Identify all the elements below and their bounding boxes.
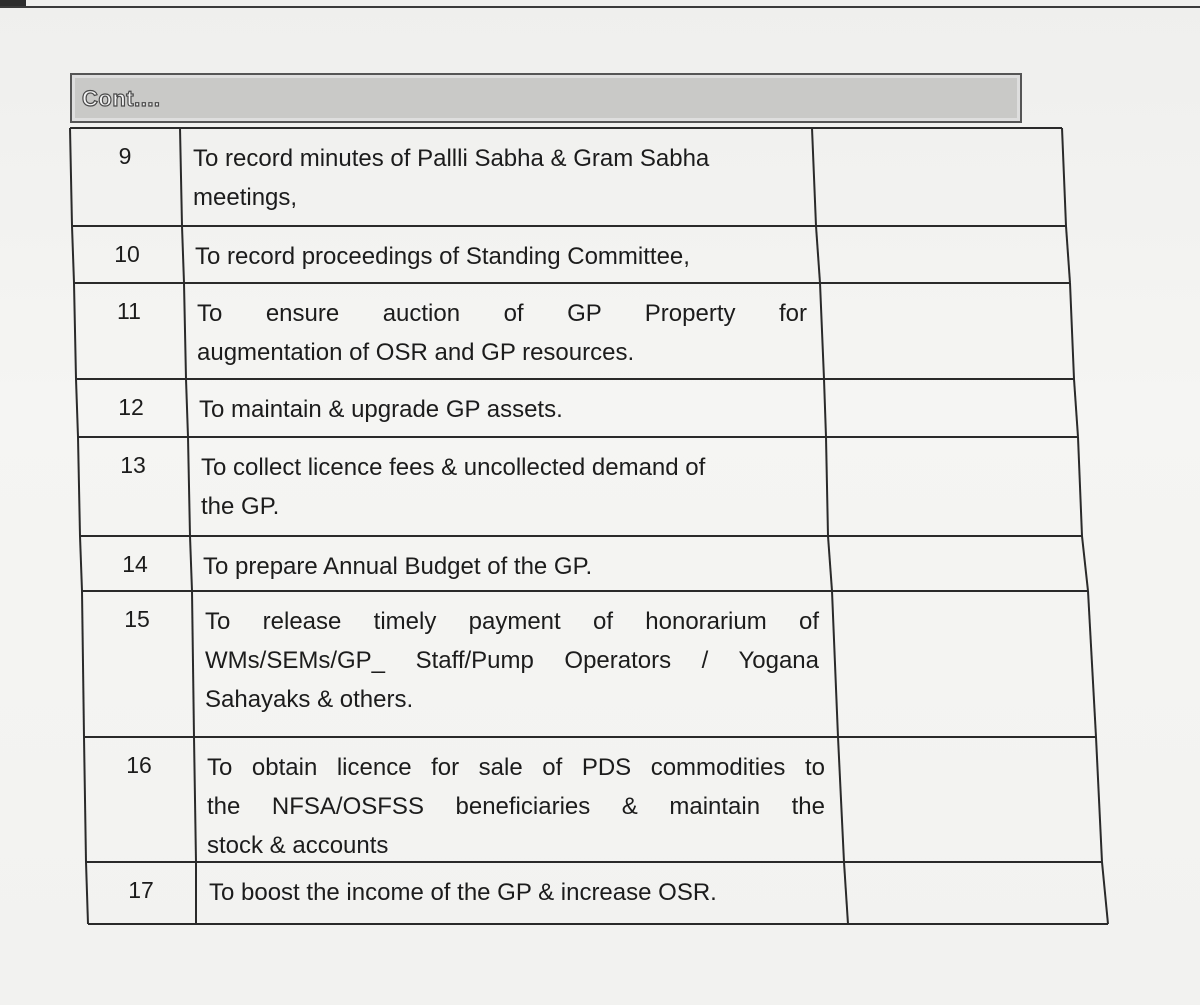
duty-description	[205, 602, 819, 719]
duty-text-line: WMs/SEMs/GP_ Staff/Pump Operators / Yogana	[205, 647, 819, 674]
duty-description	[193, 139, 799, 217]
row-number: 14	[122, 551, 148, 577]
duty-text-line: To release timely payment of honorarium of	[205, 608, 819, 635]
row-number: 15	[124, 606, 150, 632]
continuation-label: Cont....	[82, 86, 161, 111]
row-number: 16	[126, 752, 152, 778]
row-number: 13	[120, 452, 146, 478]
duty-text-line: To obtain licence for sale of PDS commodities to	[207, 754, 825, 781]
duty-text-line: the GP.	[201, 493, 280, 520]
duty-text-line: meetings,	[193, 184, 298, 211]
duty-description	[203, 547, 815, 586]
duty-description	[199, 390, 811, 429]
duty-text-line: To boost the income of the GP & increase OSR.	[209, 879, 717, 906]
duty-description	[197, 294, 807, 372]
duty-text-line: augmentation of OSR and GP resources.	[197, 339, 635, 366]
duty-text-line: To record minutes of Pallli Sabha & Gram Sabha	[193, 145, 710, 172]
row-number: 9	[118, 143, 132, 169]
duty-description	[195, 237, 803, 276]
duty-text-line: To record proceedings of Standing Committee,	[195, 243, 690, 270]
duty-description	[207, 748, 825, 865]
row-number: 10	[114, 241, 140, 267]
top-rule	[0, 6, 1200, 8]
duty-text-line: To collect licence fees & uncollected demand of	[201, 454, 706, 481]
duty-text-line: To ensure auction of GP Property for	[197, 300, 807, 327]
duty-text-line: Sahayaks & others.	[205, 686, 414, 713]
row-number: 17	[128, 877, 154, 903]
duty-text-line: stock & accounts	[207, 832, 389, 859]
row-number: 11	[117, 298, 141, 324]
duty-text-line: To prepare Annual Budget of the GP.	[203, 553, 593, 580]
continuation-header-bar	[70, 73, 1022, 123]
duty-description	[209, 873, 831, 912]
row-number: 12	[118, 394, 144, 420]
duty-text-line: To maintain & upgrade GP assets.	[199, 396, 563, 423]
duty-description	[201, 448, 813, 526]
duty-text-line: the NFSA/OSFSS beneficiaries & maintain the	[207, 793, 825, 820]
